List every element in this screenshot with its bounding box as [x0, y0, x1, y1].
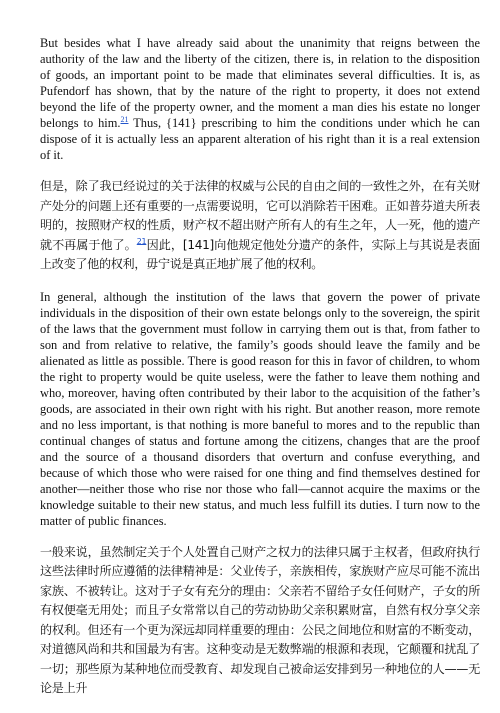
paragraph-chinese-1	[40, 177, 480, 275]
paragraph-text: But besides what I have already said about the unanimity that reigns between the authority of the law and the liberty of the citizen, there is, in relation to the disposition of goods, an important point to be made that eliminates several difficulties. It is, as Pufendorf has shown, that by the nature of the right to property, it does not extend beyond the life of the property owner, and the moment a man dies his estate no longer belongs to him.	[40, 36, 480, 130]
paragraph-text: 但是，除了我已经说过的关于法律的权威与公民的自由之间的一致性之外，在有关财产处分的问题上还有重要的一点需要说明，它可以消除若干困难。正如普芬道夫所表明的，按照财产权的性质，财产权不超出财产所有人的有生之年，人一死，他的遗产就不再属于他了。	[40, 179, 480, 252]
paragraph-chinese-2: 一般来说，虽然制定关于个人处置自己财产之权力的法律只属于主权者，但政府执行这些法律时所应遵循的法律精神是：父业传子，亲族相传，家族财产应尽可能不流出家族、不被转让。这对于子女有充分的理由：父亲若不留给子女任何财产，子女的所有权便毫无用处；而且子女常常以自己的劳动协助父亲积累财富，自然有权分享父亲的权利。但还有一个更为深远却同样重要的理由：公民之间地位和财富的不断变动，对道德风尚和共和国最为有害。这种变动是无数弊端的根源和表现，它颠覆和扰乱了一切；那些原为某种地位而受教育、却发现自己被命运安排到另一种地位的人——无论是上升	[40, 544, 480, 695]
paragraph-text: 因此，[141]向他规定他处分遗产的条件，实际上与其说是表面上改变了他的权利，毋宁说是真正地扩展了他的权利。	[40, 237, 480, 271]
paragraph-text: Thus, {141} prescribing to him the conditions under which he can dispose of it is actually less an apparent alteration of his right than it is a real extension of it.	[40, 116, 480, 162]
footnote-link[interactable]: 21	[136, 236, 147, 246]
footnote-marker[interactable]	[137, 236, 147, 245]
paragraph-english-1	[40, 35, 480, 163]
paragraph-english-2: In general, although the institution of the laws that govern the power of private individuals in the disposition of their own estate belongs only to the sovereign, the spirit of the laws that the government must follow in carrying them out is that, from father to son and from relative to relative, the family’s goods should leave the family and be alienated as little as possible. There is good reason for this in favor of children, to whom the right to property would be quite useless, were the father to leave them nothing and who, moreover, having often contributed by their labor to the acquisition of the father’s goods, are associated in their own right with his right. But another reason, more remote and no less important, is that nothing is more baneful to mores and to the republic than continual changes of status and fortune among the citizens, changes that are the proof and the source of a thousand disorders that overturn and confuse everything, and because of which those who were raised for one thing and find themselves destined for another—neither those who rise nor those who fall—cannot acquire the maxims or the knowledge suitable to their new status, and much less fulfill its duties. I turn now to the matter of public finances.	[40, 289, 480, 528]
document-page	[40, 35, 480, 713]
footnote-link[interactable]: 21	[120, 114, 129, 124]
